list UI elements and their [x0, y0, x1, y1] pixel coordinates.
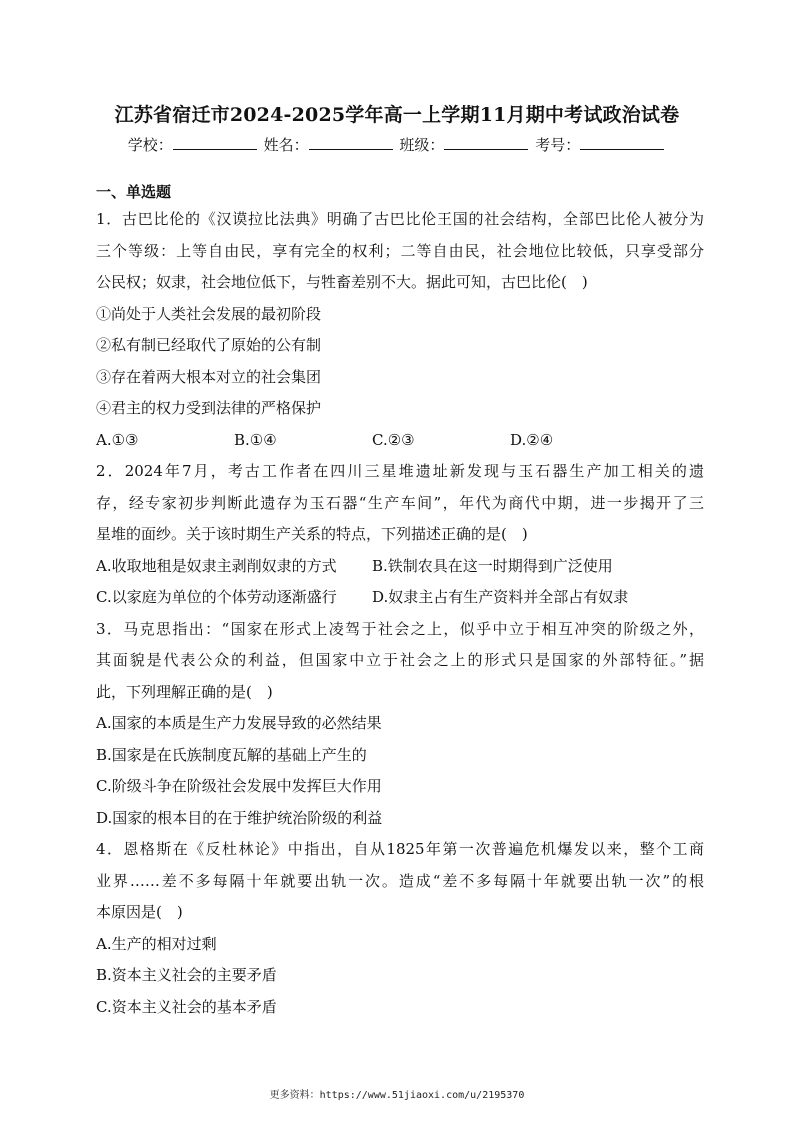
question-3	[96, 614, 704, 835]
option-d[interactable]: D.奴隶主占有生产资料并全部占有奴隶	[372, 588, 629, 606]
option-b[interactable]: B.铁制农具在这一时期得到广泛使用	[372, 556, 613, 575]
school-blank	[173, 135, 257, 150]
question-text-line: 三个等级：上等自由民，享有完全的权利；二等自由民，社会地位比较低，只享受部分	[96, 241, 704, 260]
question-1	[96, 204, 704, 456]
question-text-line: 业界……差不多每隔十年就要出轨一次。造成“差不多每隔十年就要出轨一次”的根	[96, 871, 704, 890]
option-a[interactable]: A.收取地租是奴隶主剥削奴隶的方式	[96, 556, 337, 575]
question-text-line: 本原因是( )	[96, 903, 183, 921]
question-text-line: 其面貌是代表公众的利益，但国家中立于社会之上的形式只是国家的外部特征。”据	[96, 651, 704, 669]
option-c[interactable]: C.资本主义社会的基本矛盾	[96, 997, 277, 1016]
option-a[interactable]: A.国家的本质是生产力发展导致的必然结果	[96, 714, 382, 732]
class-label: 班级：	[399, 136, 445, 154]
school-label: 学校：	[127, 136, 173, 154]
question-text-line: 此，下列理解正确的是( )	[96, 682, 273, 701]
option-d[interactable]: D.②④	[510, 430, 554, 449]
question-text-line: 3．马克思指出：“国家在形式上凌驾于社会之上，似乎中立于相互冲突的阶级之外，	[96, 619, 704, 638]
question-2	[96, 456, 704, 614]
question-text-line: 公民权；奴隶，社会地位低下，与牲畜差别不大。据此可知，古巴比伦( )	[96, 273, 588, 291]
answer-options	[96, 551, 704, 583]
exam-number-blank	[580, 135, 664, 150]
statement-item: ①尚处于人类社会发展的最初阶段	[96, 304, 322, 323]
answer-options	[96, 425, 704, 457]
student-info-line	[0, 134, 794, 155]
section-heading: 一、单选题	[96, 183, 172, 201]
option-c[interactable]: C.以家庭为单位的个体劳动逐渐盛行	[96, 588, 337, 606]
question-text-line: 星堆的面纱。关于该时期生产关系的特点，下列描述正确的是( )	[96, 525, 528, 543]
option-b[interactable]: B.资本主义社会的主要矛盾	[96, 966, 277, 984]
name-blank	[309, 135, 393, 150]
page-title: 江苏省宿迁市2024-2025学年高一上学期11月期中考试政治试卷	[114, 104, 680, 126]
statement-item: ④君主的权力受到法律的严格保护	[96, 399, 322, 417]
question-text-line: 4．恩格斯在《反杜林论》中指出，自从1825年第一次普遍危机爆发以来，整个工商	[96, 840, 704, 858]
question-text-line: 2．2024年7月，考古工作者在四川三星堆遗址新发现与玉石器生产加工相关的遗	[96, 462, 704, 480]
option-a[interactable]: A.生产的相对过剩	[96, 934, 217, 953]
option-c[interactable]: C.②③	[372, 430, 415, 449]
footer-link[interactable]: 更多资料：https://www.51jiaoxi.com/u/2195370	[269, 1090, 525, 1101]
question-4	[96, 834, 704, 1023]
option-b[interactable]: B.①④	[234, 430, 277, 449]
statement-item: ②私有制已经取代了原始的公有制	[96, 336, 322, 354]
question-text-line: 1．古巴比伦的《汉谟拉比法典》明确了古巴比伦王国的社会结构，全部巴比伦人被分为	[96, 210, 704, 228]
option-a[interactable]: A.①③	[96, 430, 139, 449]
answer-options	[96, 582, 704, 614]
name-label: 姓名：	[263, 136, 309, 154]
option-b[interactable]: B.国家是在氏族制度瓦解的基础上产生的	[96, 745, 367, 764]
exam-number-label: 考号：	[535, 136, 581, 154]
questions-content	[96, 180, 704, 1023]
question-text-line: 存，经专家初步判断此遗存为玉石器“生产车间”，年代为商代中期，进一步揭开了三	[96, 493, 704, 512]
class-blank	[444, 135, 528, 150]
option-c[interactable]: C.阶级斗争在阶级社会发展中发挥巨大作用	[96, 777, 382, 795]
option-d[interactable]: D.国家的根本目的在于维护统治阶级的利益	[96, 808, 383, 827]
statement-item: ③存在着两大根本对立的社会集团	[96, 367, 322, 386]
